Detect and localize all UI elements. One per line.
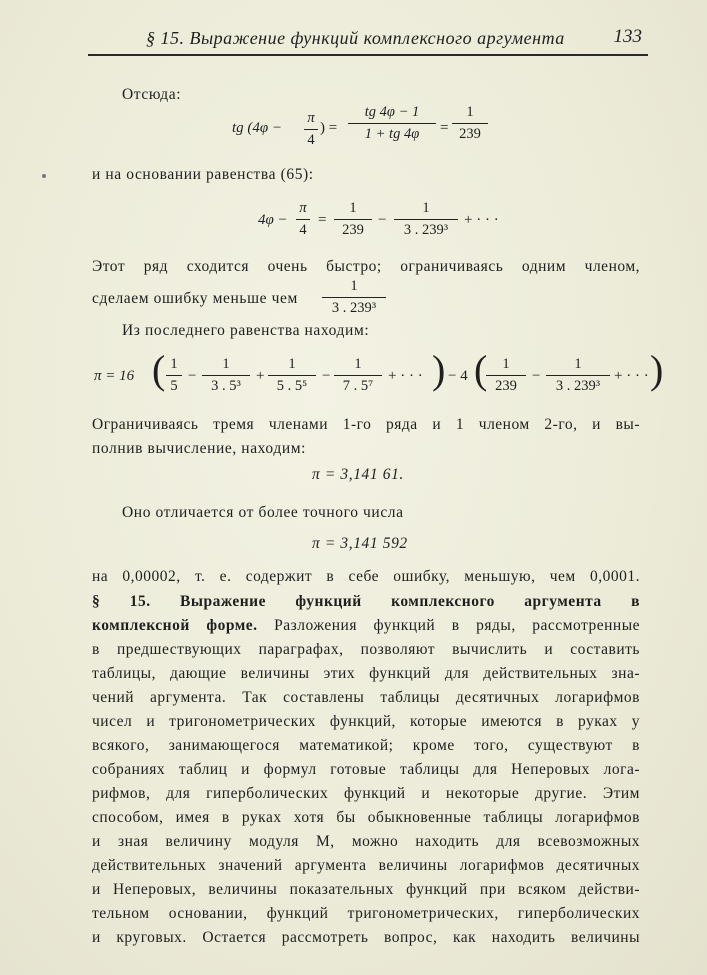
text-iz: Из последнего равенства находим: [122, 322, 370, 339]
f3-term-3-num: 1 [288, 356, 296, 372]
f1-r-den: 239 [459, 126, 481, 142]
f3-lead: π = 16 [94, 368, 135, 384]
section-heading-line [92, 593, 640, 611]
section-line-11: действительных значений аргумента величины логарифмов десятичных [92, 857, 640, 874]
err-bar [322, 297, 386, 298]
f3-op-2: + [256, 368, 265, 384]
f1-left: tg (4φ − [232, 120, 283, 136]
f2-a-bar [334, 219, 372, 220]
text-ono: Оно отличается от более точного числа [122, 504, 404, 521]
f3-op-5: − [532, 368, 541, 384]
f3-term-6-num: 1 [574, 356, 582, 372]
f2-a-frac [334, 200, 372, 239]
f3-term-3-den: 5 . 5⁵ [276, 378, 308, 394]
f2-left: 4φ − [258, 212, 288, 228]
f1-pi-bar [304, 129, 318, 130]
f3-term-6-bar [546, 375, 610, 376]
f2-pi: π [299, 200, 307, 216]
section-line-4: чений аргумента. Так составлены таблицы десятичных логарифмов [92, 689, 640, 706]
page-number: 133 [613, 26, 642, 47]
section-line-14: и круговых. Остается рассмотреть вопрос, как находить величины [92, 929, 640, 946]
pi-exact: π = 3,141 592 [312, 535, 408, 552]
f3-paren-close-1: ) [432, 347, 446, 392]
f2-b-frac [394, 200, 458, 239]
f3-term-3-bar [268, 375, 316, 376]
f2-b-den: 3 . 239³ [403, 222, 449, 238]
section-line-6: всякого, занимающегося математикой; кроме того, существуют в [92, 737, 640, 754]
section-line-3: таблицы, дающие величины этих функций для действительных зна- [92, 665, 640, 682]
section-line-8: рифмов, для гиперболических функций и некоторые другие. Этим [92, 785, 640, 802]
f3-term-4-bar [334, 375, 382, 376]
f3-paren-open-1: ( [152, 347, 166, 392]
text-otsyuda: Отсюда: [122, 86, 182, 103]
margin-dot [42, 174, 46, 178]
f1-4: 4 [307, 132, 315, 148]
f3-term-5-num: 1 [502, 356, 510, 372]
f3-term-4-num: 1 [354, 356, 362, 372]
f3-term-6 [546, 356, 610, 395]
f3-term-5 [486, 356, 526, 395]
section-line-9: способом, имея в руках хотя бы обыкновенные таблицы логарифмов [92, 809, 640, 826]
section-line-2: в предшествующих параграфах, позволяют вычислить и составить [92, 641, 640, 658]
f2-b-num: 1 [422, 200, 430, 216]
f1-close: ) = [320, 120, 338, 136]
text-ogr-1: Ограничиваясь тремя членами 1-го ряда и 1 членом 2-го, и вы- [92, 416, 640, 433]
f3-term-6-den: 3 . 239³ [555, 378, 601, 394]
f3-term-2 [202, 356, 250, 395]
err-num: 1 [350, 278, 358, 294]
f2-pi-frac [296, 200, 310, 239]
section-line-12: и Неперовых, величины показательных функций при всяком действи- [92, 881, 640, 898]
err-den: 3 . 239³ [331, 300, 377, 316]
f3-term-2-den: 3 . 5³ [211, 378, 241, 394]
f1-pi-frac [304, 110, 318, 149]
section-line-1 [92, 617, 640, 635]
running-header [88, 22, 648, 56]
f1-bar [348, 123, 436, 124]
f2-pi-bar [296, 219, 310, 220]
f3-term-5-den: 239 [495, 378, 517, 394]
f3-op-3: − [322, 368, 331, 384]
pi-approx: π = 3,141 61. [312, 466, 404, 483]
section-line-5: чисел и тригонометрических функций, которые имеются в руках у [92, 713, 640, 730]
f3-term-1 [166, 356, 182, 395]
f3-term-1-bar [166, 375, 182, 376]
f2-b-bar [394, 219, 458, 220]
f1-eq: = [440, 120, 449, 136]
text-err: на 0,00002, т. е. содержит в себе ошибку, меньшую, чем 0,0001. [92, 568, 640, 585]
f3-paren-open-2: ( [474, 347, 488, 392]
section-line-7: собраниях таблиц и формул готовые таблицы для Неперовых лога- [92, 761, 640, 778]
f2-a-num: 1 [349, 200, 357, 216]
section-heading-b: комплексной форме. [92, 617, 258, 634]
f1-r-bar [452, 123, 488, 124]
f1-num: tg 4φ − 1 [364, 104, 420, 120]
text-conv-2: сделаем ошибку меньше чем [92, 290, 298, 307]
text-conv-1: Этот ряд сходится очень быстро; ограничиваясь одним членом, [92, 258, 640, 275]
f3-term-1-den: 5 [170, 378, 178, 394]
section-line-1-rest: Разложения функций в ряды, рассмотренные [274, 617, 640, 634]
header-title: § 15. Выражение функций комплексного аргумента [146, 28, 565, 48]
f1-den: 1 + tg 4φ [364, 126, 420, 142]
section-heading-a: § 15. Выражение функций комплексного аргумента в [92, 593, 640, 610]
text-ogr-2: полнив вычисление, находим: [92, 440, 307, 457]
text-line-65: и на основании равенства (65): [92, 166, 314, 183]
f2-a-den: 239 [342, 222, 364, 238]
f1-result-frac [452, 104, 488, 143]
f2-eq: = [318, 212, 327, 228]
f3-term-3 [268, 356, 316, 395]
error-bound-frac [322, 278, 386, 317]
f3-mid: − 4 [448, 368, 468, 384]
f2-minus: − [378, 212, 387, 228]
f3-term-4-den: 7 . 5⁷ [342, 378, 374, 394]
f3-term-5-bar [486, 375, 526, 376]
f1-r-num: 1 [466, 104, 474, 120]
f3-term-4 [334, 356, 382, 395]
f3-op-1: − [188, 368, 197, 384]
f1-main-frac [348, 104, 436, 143]
f1-pi: π [307, 110, 315, 126]
f2-4: 4 [299, 222, 307, 238]
f3-term-1-num: 1 [170, 356, 178, 372]
section-line-13: тельном основании, функций тригонометрических, гиперболических [92, 905, 640, 922]
f3-op-6: + · · · [614, 368, 649, 384]
f3-term-2-num: 1 [222, 356, 230, 372]
f3-paren-close-2: ) [650, 347, 664, 392]
f3-op-4: + · · · [388, 368, 423, 384]
section-line-10: и зная величину модуля M, можно находить для всевозможных [92, 833, 640, 850]
f2-tail: + · · · [464, 212, 499, 228]
f3-term-2-bar [202, 375, 250, 376]
